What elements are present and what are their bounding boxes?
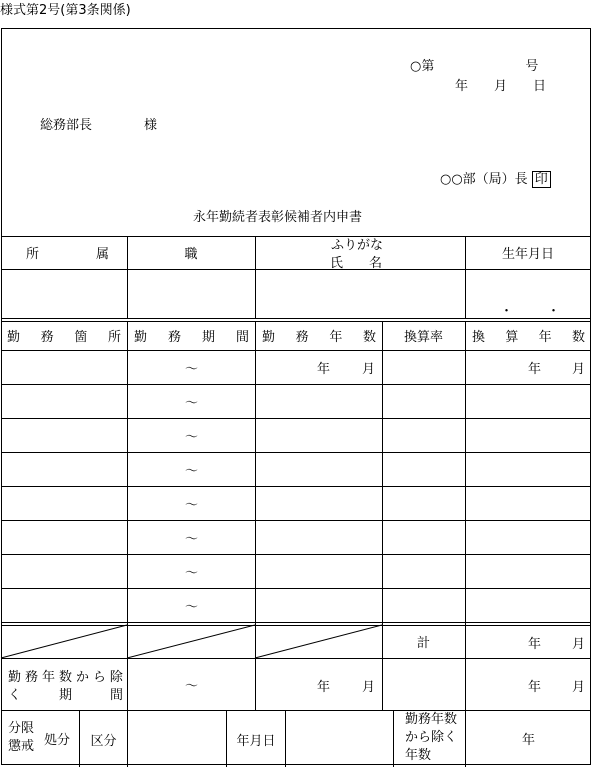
- period-tilde: ～: [184, 396, 198, 411]
- header-char: 期: [201, 330, 215, 345]
- header-furigana: ふりがな: [331, 238, 384, 253]
- header-birthdate: 生年月日: [501, 247, 554, 262]
- header-years: [256, 321, 382, 350]
- label-line: から除く: [405, 730, 458, 745]
- header-char: 算: [505, 330, 519, 345]
- period-tilde: ～: [184, 464, 198, 479]
- period-tilde: ～: [184, 566, 198, 581]
- excluded-period-tilde: ～: [184, 679, 198, 694]
- label-char: 除: [109, 670, 123, 685]
- label-char: 数: [58, 670, 72, 685]
- birthdate-input[interactable]: [466, 270, 591, 318]
- label-char: か: [75, 670, 89, 685]
- position-input[interactable]: [128, 270, 255, 318]
- label-char: 年: [41, 670, 55, 685]
- header-char: 年: [538, 330, 552, 345]
- excluded-years-unit: 年: [521, 732, 535, 748]
- period-tilde: ～: [184, 532, 198, 547]
- header-char: 年: [329, 330, 343, 345]
- header-char: 数: [362, 330, 376, 345]
- excluded-month-unit: 月: [362, 680, 376, 695]
- header-workplace: [1, 321, 127, 350]
- label-char: く: [8, 688, 22, 703]
- header-char: 属: [95, 247, 109, 262]
- excluded-converted-month-unit: 月: [572, 680, 586, 695]
- seal-box: 印: [532, 171, 551, 188]
- label-char: 間: [109, 688, 123, 703]
- header-char: 所: [26, 247, 40, 262]
- birthdate-dot: ・: [500, 304, 514, 319]
- header-char: 所: [107, 330, 121, 345]
- header-char: 数: [571, 330, 585, 345]
- header-char: 務: [167, 330, 181, 345]
- discipline-type-label: [8, 720, 34, 756]
- header-char: 勤: [7, 330, 21, 345]
- discipline-date-input[interactable]: [286, 711, 393, 767]
- period-tilde: ～: [184, 498, 198, 513]
- converted-month-unit: 月: [572, 362, 586, 377]
- total-month-unit: 月: [572, 637, 586, 652]
- header-period: [128, 321, 255, 350]
- years-year-unit: 年: [317, 362, 331, 377]
- label-line: 懲戒: [8, 739, 35, 754]
- header-char: 務: [40, 330, 54, 345]
- excluded-year-unit: 年: [317, 680, 331, 695]
- excluded-label-line2: [8, 684, 123, 703]
- form-label: 様式第2号(第3条関係): [0, 3, 131, 18]
- doc-number: ○第 号: [410, 59, 539, 74]
- sender-title: ○○部（局）長: [440, 172, 528, 187]
- label-line: 年数: [405, 748, 432, 763]
- affiliation-input[interactable]: [1, 270, 127, 318]
- header-affiliation: [20, 236, 115, 269]
- label-char: 勤: [8, 670, 22, 685]
- label-char: ら: [92, 670, 106, 685]
- total-year-unit: 年: [528, 637, 542, 652]
- date-line: 年 月 日: [455, 79, 547, 94]
- header-char: 勤: [134, 330, 148, 345]
- excluded-label-line1: [8, 666, 123, 685]
- header-conversion-rate: 換算率: [403, 330, 443, 345]
- excluded-converted-year-unit: 年: [528, 680, 542, 695]
- period-tilde: ～: [184, 600, 198, 615]
- discipline-category-label: 区分: [90, 733, 117, 749]
- header-name: 氏 名: [330, 256, 383, 271]
- header-char: 務: [295, 330, 309, 345]
- header-converted-years: [466, 321, 591, 350]
- discipline-action-label: 処分: [44, 733, 71, 748]
- total-label: 計: [416, 636, 430, 651]
- addressee: 総務部長 様: [40, 118, 158, 133]
- name-input[interactable]: [256, 270, 465, 318]
- header-position: 職: [184, 247, 198, 262]
- label-char: 期: [58, 688, 72, 703]
- converted-year-unit: 年: [528, 362, 542, 377]
- period-tilde: ～: [184, 362, 198, 377]
- years-month-unit: 月: [362, 362, 376, 377]
- discipline-category-input[interactable]: [128, 711, 226, 767]
- birthdate-dot: ・: [547, 304, 561, 319]
- excluded-years-label: [405, 711, 457, 765]
- header-char: 箇: [74, 330, 88, 345]
- document-title: 永年勤続者表彰候補者内申書: [193, 210, 363, 225]
- header-char: 間: [235, 330, 249, 345]
- label-line: 勤務年数: [405, 712, 458, 727]
- header-char: 勤: [262, 330, 276, 345]
- label-line: 分限: [8, 721, 35, 736]
- label-char: 務: [24, 670, 38, 685]
- discipline-date-label: 年月日: [236, 733, 276, 749]
- period-tilde: ～: [184, 430, 198, 445]
- header-char: 換: [472, 330, 486, 345]
